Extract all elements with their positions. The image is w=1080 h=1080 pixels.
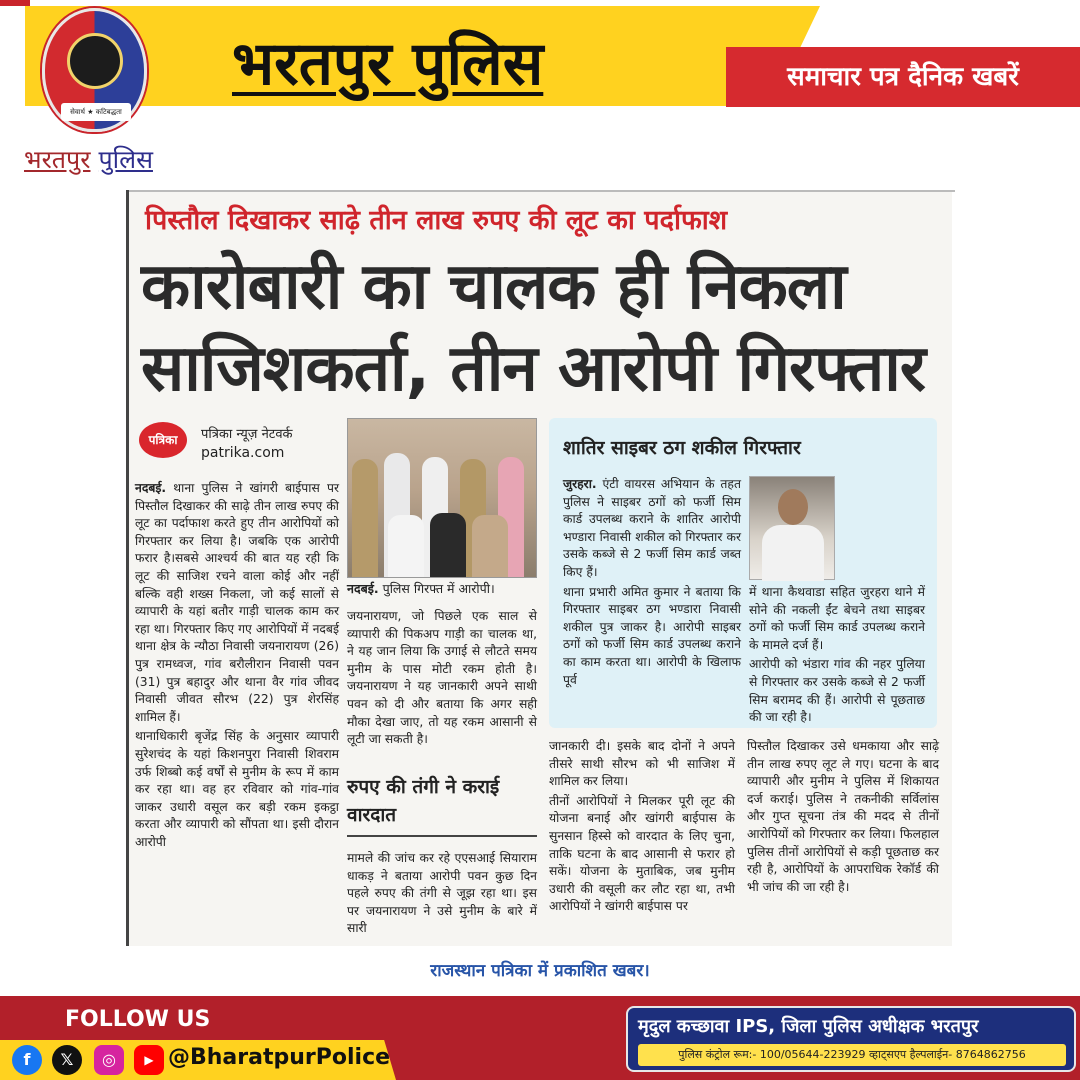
- sub-brand-part2: पुलिस: [98, 145, 153, 174]
- logo-motto: सेवार्थ ★ कटिबद्धता: [61, 103, 131, 121]
- suspect-photo: [749, 476, 835, 580]
- arrest-photo: [347, 418, 537, 578]
- photo-figure: [430, 513, 466, 577]
- column-3-paragraph-1: जानकारी दी। इसके बाद दोनों ने अपने तीसरे साथी सौरभ को भी साजिश में शामिल कर लिया।: [549, 739, 735, 789]
- photo-caption: [347, 580, 495, 597]
- column-1-text-1: थाना पुलिस ने खांगरी बाईपास पर पिस्तौल दिखाकर की साढ़े तीन लाख रुपए की लूट का पर्दाफाश करते हुए तीन आरोपियों को गिरफ्तार कर लिया है। जबकि एक आरोपी फरार है।सबसे आश्चर्य की बात यह रही कि लूट की साजिश रचने वाला कोई और नहीं बल्कि वही शख्स निकला, जो कई सालों से व्यापारी के यहां बतौर गाड़ी चालक काम कर रहा था। गिरफ्तार किए गए आरोपियों में नदबई थाना क्षेत्र के न्यौठा निवासी जयनारायण (26) पुत्र रामध्वज, गांव बरौलीरान निवासी पवन (31) पुत्र बहादुर और थाना वैर गांव जीवद निवासी जीवत सौरभ (22) पुत्र शेरसिंह शामिल हैं।: [135, 481, 339, 724]
- photo-figure: [388, 515, 424, 577]
- rajasthan-police-logo: [42, 8, 147, 132]
- sidebox-title: शातिर साइबर ठग शकील गिरफ्तार: [563, 437, 801, 459]
- column-3-paragraph-2: तीनों आरोपियों ने मिलकर पूरी लूट की योजना बनाई और खांगरी बाईपास के सुनसान हिस्से को वारदात के लिए चुना, ताकि घटना के बाद आसानी से फरार हो सकें। योजना के मुताबिक, जब मुनीम उधारी की वसूली कर लौट रहा था, तभी आरोपियों ने खांगरी बाईपास पर: [549, 793, 735, 914]
- clipping-top-border: [129, 190, 955, 192]
- source-caption: राजस्थान पत्रिका में प्रकाशित खबर।: [430, 961, 650, 981]
- news-tag: समाचार पत्र दैनिक खबरें: [726, 47, 1080, 107]
- subhead-rule: [347, 835, 537, 837]
- article-headline: [141, 246, 925, 410]
- column-2-paragraph-1: जयनारायण, जो पिछले एक साल से व्यापारी की पिकअप गाड़ी का चालक था, ने यह जान लिया कि उगाई से लौटते समय मुनीम के पास मोटी रकम होती है। जयनारायण ने यह जानकारी अपने साथी पवन को दी और बताया कि अगर सही मौका देखा जाए, तो यह रकम आसानी से लूटी जा सकती है।: [347, 609, 537, 747]
- dateline: नदबई.: [135, 481, 167, 495]
- photo-figure: [352, 459, 378, 577]
- sidebox-paragraph-1: [563, 476, 741, 582]
- sidebox-dateline: जुरहरा.: [563, 477, 597, 491]
- article-column-1: [135, 480, 339, 940]
- headline-line-1: कारोबारी का चालक ही निकला: [141, 250, 846, 324]
- photo-caption-text: पुलिस गिरफ्त में आरोपी।: [382, 581, 495, 596]
- sidebox-right-paragraph-1: में थाना कैथवाडा सहित जुरहरा थाने में सोने की नकली ईंट बेचने तथा साइबर ठगों को फर्जी सिम कार्ड उपलब्ध कराने के मामले दर्ज हैं।: [749, 585, 925, 652]
- headline-line-2: साजिशकर्ता, तीन आरोपी गिरफ्तार: [141, 332, 925, 406]
- social-handle[interactable]: @BharatpurPolice: [168, 1045, 391, 1070]
- photo-figure: [472, 515, 508, 577]
- sp-name: मृदुल कच्छावा IPS, जिला पुलिस अधीक्षक भरतपुर: [638, 1016, 979, 1037]
- sidebox-right-paragraph-2: आरोपी को भंडारा गांव की नहर पुलिया से गिरफ्तार कर उसके कब्जे से 2 फर्जी सिम बरामद की हैं। आरोपी से पूछताछ की जा रही है।: [749, 657, 925, 725]
- patrika-logo: पत्रिका: [139, 422, 187, 458]
- instagram-icon[interactable]: ◎: [94, 1045, 124, 1075]
- facebook-icon[interactable]: f: [12, 1045, 42, 1075]
- column-4-paragraph-1: पिस्तौल दिखाकर उसे धमकाया और साढ़े तीन लाख रुपए लूट ले गए। घटना के बाद व्यापारी और मुनीम ने पुलिस में शिकायत दर्ज कराई। पुलिस ने तकनीकी सर्विलांस और गुप्त सूचना तंत्र की मदद से तीनों आरोपियों को गिरफ्तार कर लिया। फिलहाल पुलिस तीनों आरोपियों से कड़ी पूछताछ कर रही है, आरोपियों के आपराधिक रेकॉर्ड की भी जांच की जा रही है।: [747, 739, 939, 894]
- suspect-body: [762, 525, 824, 581]
- suspect-head: [778, 489, 808, 525]
- follow-us-label: FOLLOW US: [65, 1007, 211, 1032]
- article-column-2-bottom: [347, 850, 537, 940]
- sidebox-column-right: [749, 584, 925, 729]
- photo-caption-dateline: नदबई.: [347, 581, 379, 596]
- brand-title: भरतपुर पुलिस: [232, 29, 544, 99]
- sidebox-paragraph-2: थाना प्रभारी अमित कुमार ने बताया कि गिरफ्तार साइबर ठग भण्डारा निवासी शकील पुत्र जाकर है। आरोपी साइबर ठगों को फर्जी सिम कार्ड उपलब्ध कराने का काम करता था। आरोपी के खिलाफ पूर्व: [563, 584, 741, 687]
- article-column-4: [747, 738, 939, 898]
- sidebox-text-1: एंटी वायरस अभियान के तहत पुलिस ने साइबर ठगों को फर्जी सिम कार्ड उपलब्ध कराने के शातिर आरोपी भण्डारा निवासी शकील को गिरफ्तार कर उसके कब्जे से 2 फर्जी सिम कार्ड जब्त किए हैं।: [563, 477, 741, 579]
- article-subhead: रुपए की तंगी ने कराई वारदात: [347, 776, 500, 826]
- article-column-3: [549, 738, 735, 918]
- newspaper-clipping: [126, 190, 952, 946]
- column-1-paragraph-1: [135, 480, 339, 726]
- header-red-strip: [0, 0, 30, 6]
- article-kicker: पिस्तौल दिखाकर साढ़े तीन लाख रुपए की लूट का पर्दाफाश: [145, 205, 728, 236]
- youtube-icon[interactable]: ▶: [134, 1045, 164, 1075]
- emblem-icon: [67, 33, 123, 89]
- byline: पत्रिका न्यूज़ नेटवर्क: [201, 427, 293, 442]
- article-column-2-top: [347, 608, 537, 751]
- sidebox-cyber-fraud: [549, 418, 937, 728]
- sidebox-column-left: [563, 476, 741, 691]
- x-icon[interactable]: 𝕏: [52, 1045, 82, 1075]
- byline-site: patrika.com: [201, 445, 285, 461]
- sub-brand-part1: भरतपुर: [24, 145, 91, 174]
- contact-numbers: पुलिस कंट्रोल रूम:- 100/05644-223929 व्हाट्सएप हैल्पलाईन- 8764862756: [638, 1044, 1066, 1066]
- column-1-paragraph-2: थानाधिकारी बृजेंद्र सिंह के अनुसार व्यापारी सुरेशचंद के यहां किशनपुरा निवासी शिवराम उर्फ शिब्बो कई वर्षों से मुनीम के रूप में काम कर रहा था। वह हर रविवार को गांव-गांव जाकर उधारी वसूल कर बड़ी रकम इकट्ठा करता और व्यापारी को सौंपता था। इसी दौरान आरोपी: [135, 729, 339, 849]
- column-2-paragraph-2: मामले की जांच कर रहे एएसआई सियाराम धाकड़ ने बताया आरोपी पवन कुछ दिन पहले रुपए की तंगी से जूझ रहा था। इस पर जयनारायण ने उसे मुनीम के बारे में सारी: [347, 851, 537, 936]
- sub-brand: [24, 142, 153, 176]
- sp-info-box: [626, 1006, 1076, 1072]
